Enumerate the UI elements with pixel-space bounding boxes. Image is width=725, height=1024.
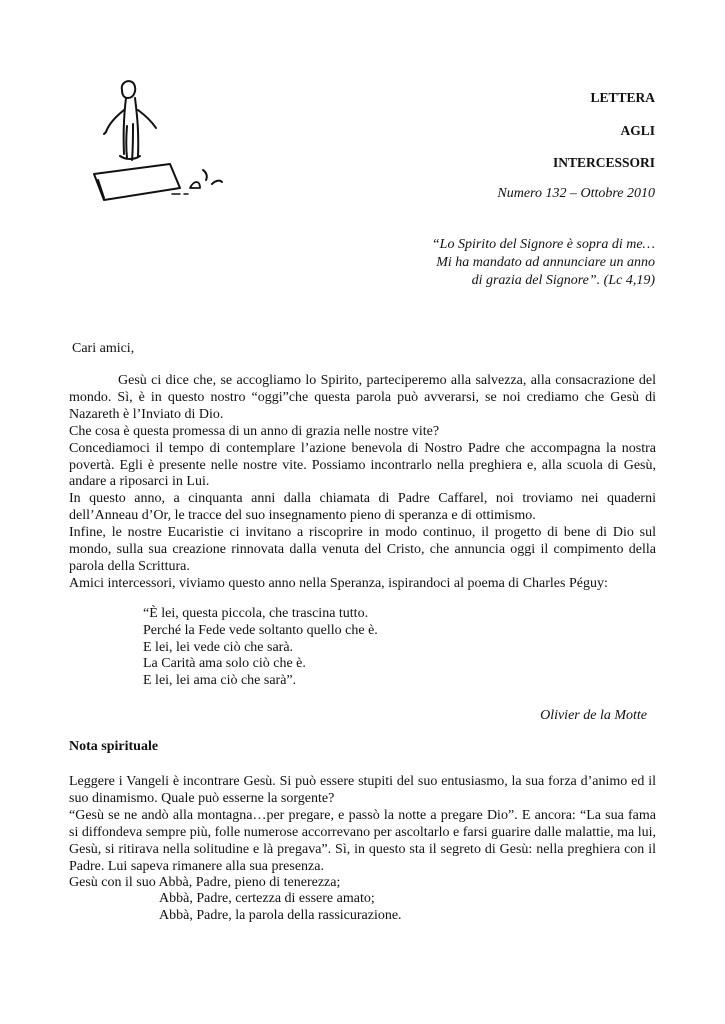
paragraph: Gesù ci dice che, se accogliamo lo Spirito, parteciperemo alla salvezza, alla consacrazione del mondo. Sì, è in questo nostro “oggi”che questa parola può avverarsi, se noi crediamo che Gesù di Nazareth è l’Inviato di Dio.	[69, 373, 656, 422]
issue-number: Numero 132 – Ottobre 2010	[497, 186, 655, 201]
paragraph: Leggere i Vangeli è incontrare Gesù. Si può essere stupiti del suo entusiasmo, la sua forza d’animo ed il suo dinamismo. Quale può esserne la sorgente?	[69, 774, 656, 806]
poem-line: E lei, lei ama ciò che sarà”.	[143, 673, 297, 689]
paragraph: In questo anno, a cinquanta anni dalla chiamata di Padre Caffarel, noi troviamo nei quaderni dell’Anneau d’Or, le tracce del suo insegnamento pieno di speranza e di ottimismo.	[69, 491, 656, 524]
paragraph: Infine, le nostre Eucaristie ci invitano a riscoprire in modo continuo, il progetto di bene di Dio sul mondo, sulla sua creazione rinnovata dalla venuta del Cristo, che annuncia oggi il compimento della parola della Scrittura.	[69, 525, 656, 574]
signature: Olivier de la Motte	[540, 708, 647, 723]
paragraph: Concediamoci il tempo di contemplare l’azione benevola di Nostro Padre che accompagna la nostra povertà. Egli è presente nelle nostre vite. Possiamo incontrarlo nella preghiera e, alla scuola di Gesù, andare a riposarci in Lui.	[69, 440, 656, 490]
poem-line: “È lei, questa piccola, che trascina tutto.	[143, 606, 369, 621]
header-title-line3: INTERCESSORI	[552, 155, 655, 170]
section-title: Nota spirituale	[69, 739, 159, 754]
epigraph-quote: “Lo Spirito del Signore è sopra di me… Mi ha mandato ad annunciare un anno di grazia del Signore”. (Lc 4,19)	[431, 237, 655, 288]
letter-body	[69, 373, 656, 593]
paragraph: Gesù con il suo Abbà, Padre, pieno di tenerezza;	[69, 875, 341, 891]
paragraph: “Gesù se ne andò alla montagna…per pregare, e passò la notte a pregare Dio”. E ancora: “La sua fama si diffondeva sempre più, folle numerose accorrevano per ascoltarlo e farsi guarire dalle malattie, ma lui, Gesù, si ritirava nella solitudine e là pregava”. Sì, in questo sta il segreto di Gesù: nella preghiera con il Padre. Lui sapeva rimanere alla sua presenza.	[69, 807, 656, 874]
poem-line: E lei, lei vede ciò che sarà.	[143, 639, 294, 655]
paragraph: Che cosa è questa promessa di un anno di grazia nelle nostre vite?	[69, 423, 440, 439]
poem-line: La Carità ama solo ciò che è.	[143, 656, 306, 672]
abba-line: Abbà, Padre, la parola della rassicurazione.	[159, 907, 402, 923]
paragraph: Amici intercessori, viviamo questo anno nella Speranza, ispirandoci al poema di Charles Péguy:	[69, 575, 608, 591]
abba-line: Abbà, Padre, certezza di essere amato;	[159, 891, 375, 906]
greeting: Cari amici,	[72, 341, 135, 356]
poem-line: Perché la Fede vede soltanto quello che è.	[143, 622, 378, 638]
peguy-poem	[143, 606, 378, 690]
header-title-line2: AGLI	[620, 123, 655, 138]
header-title-line1: LETTERA	[590, 90, 655, 105]
abba-lines	[159, 891, 402, 925]
nota-body	[69, 774, 656, 892]
praying-figure-with-lamp-icon	[82, 76, 232, 206]
